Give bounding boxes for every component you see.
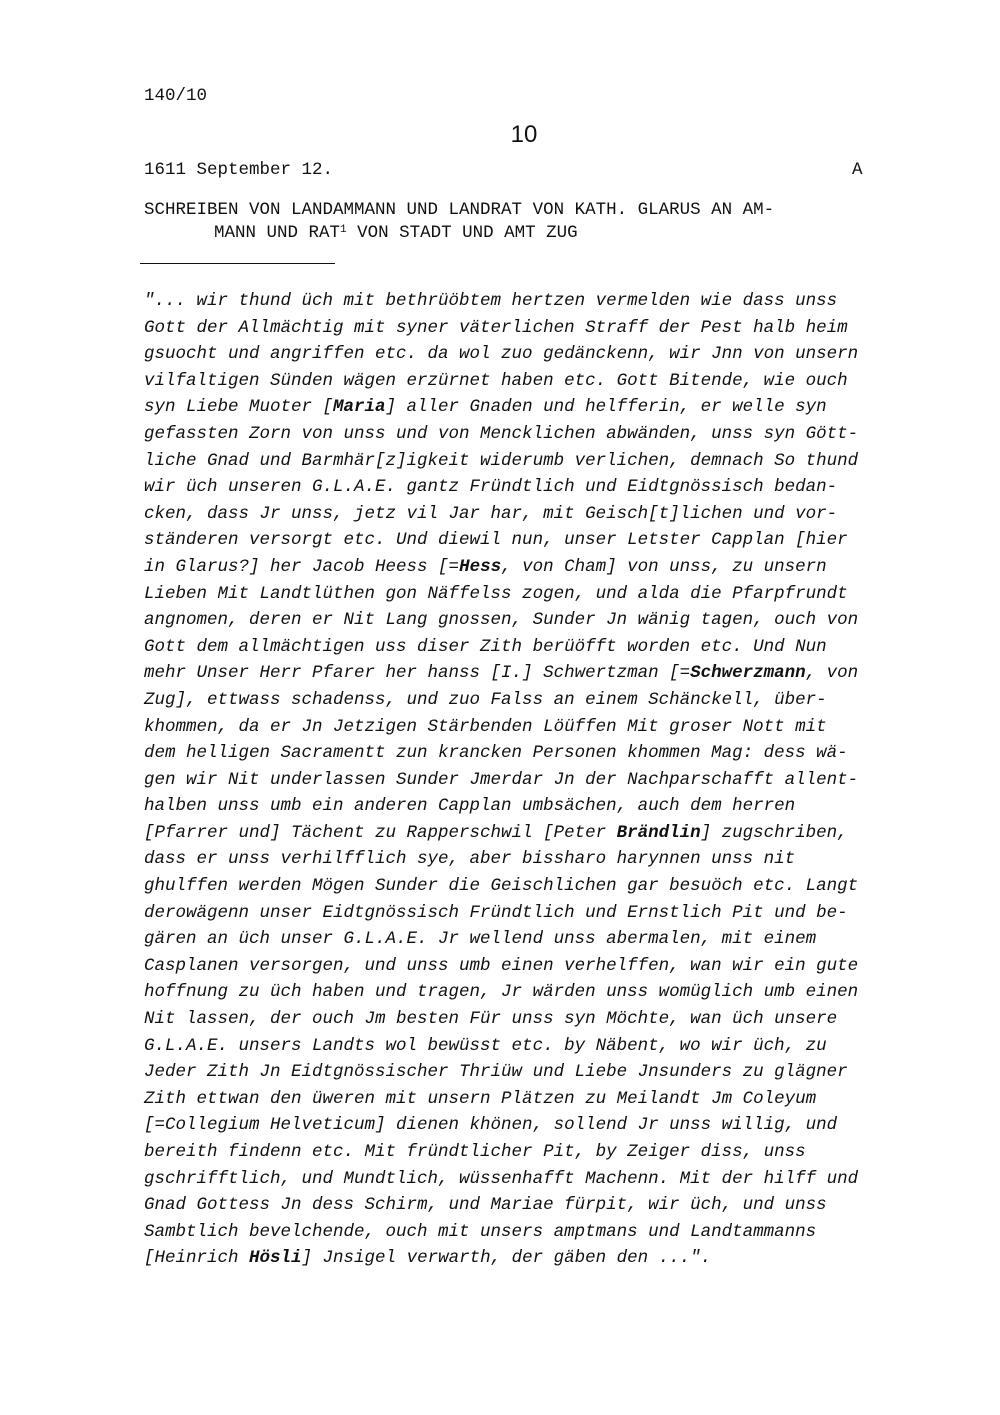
text-line: Gott dem allmächtigen uss diser Zith berüöfft worden etc. Und Nun [144, 636, 827, 657]
text-line: gsuocht und angriffen etc. da wol zuo gedänckenn, wir Jnn von unsern [144, 344, 859, 365]
text-segment: ] aller Gnaden und helfferin, er welle syn [385, 397, 827, 418]
text-line: cken, dass Jr unss, jetz vil Jar har, mit Geisch[t]lichen und vor- [144, 503, 838, 524]
text-line: G.L.A.E. unsers Landts wol bewüsst etc. by Näbent, wo wir üch, zu [144, 1035, 827, 1056]
text-line [144, 1245, 858, 1272]
title-line-1: SCHREIBEN VON LANDAMMANN UND LANDRAT VON KATH. GLARUS AN AM- [144, 200, 775, 220]
text-segment: , von Cham] von unss, zu unsern [501, 556, 827, 577]
text-line: gschrifftlich, und Mundtlich, wüssenhafft Machenn. Mit der hilff und [144, 1168, 859, 1189]
title-line-2-part-a: MANN UND RAT [214, 223, 341, 243]
document-title [144, 199, 774, 245]
document-date: 1611 September 12. [144, 160, 334, 180]
highlighted-name: Brändlin [616, 822, 701, 843]
text-line: vilfaltigen Sünden wägen erzürnet haben etc. Gott Bitende, wie ouch [144, 370, 848, 391]
text-line: Gott der Allmächtig mit syner väterlichen Straff der Pest halb heim [144, 317, 848, 338]
text-line: Gnad Gottess Jn dess Schirm, und Mariae fürpit, wir üch, und unss [144, 1195, 827, 1216]
text-line [144, 554, 858, 581]
title-divider [140, 263, 335, 264]
text-line: hoffnung zu üch haben und tragen, Jr wärden unss womüglich umb einen [144, 982, 859, 1003]
highlighted-name: Hösli [249, 1248, 302, 1269]
text-line: ständeren versorgt etc. Und diewil nun, unser Letster Capplan [hier [144, 530, 848, 551]
text-line: dass er unss verhilfflich sye, aber bissharo harynnen unss nit [144, 849, 796, 870]
text-line [144, 394, 858, 421]
text-line: Zug], ettwass schadenss, und zuo Falss an einem Schänckell, über- [144, 689, 827, 710]
text-segment: [Pfarrer und] Tächent zu Rapperschwil [Peter [144, 822, 617, 843]
text-line [144, 660, 858, 687]
text-line: Lieben Mit Landtlüthen gon Näffelss zogen, und alda die Pfarpfrundt [144, 583, 848, 604]
text-line: liche Gnad und Barmhär[z]igkeit widerumb verlichen, demnach So thund [144, 450, 859, 471]
text-line: gen wir Nit underlassen Sunder Jmerdar Jn der Nachparschafft allent- [144, 769, 859, 790]
text-segment: [Heinrich [144, 1248, 250, 1269]
text-line: halben unss umb ein anderen Capplan umbsächen, auch dem herren [144, 796, 796, 817]
title-line-2 [144, 222, 774, 245]
letter-code: A [852, 160, 863, 180]
letter-text [144, 288, 858, 1272]
archive-reference: 140/10 [144, 86, 208, 106]
text-segment: syn Liebe Muoter [ [144, 397, 334, 418]
text-line [144, 820, 858, 847]
text-segment: ] Jnsigel verwarth, der gäben den ...". [301, 1248, 712, 1269]
highlighted-name: Maria [333, 397, 386, 418]
document-number: 10 [510, 121, 538, 148]
text-line: Jeder Zith Jn Eidtgnössischer Thriüw und Liebe Jnsunders zu glägner [144, 1062, 848, 1083]
text-segment: in Glarus?] her Jacob Heess [= [144, 556, 460, 577]
text-segment: mehr Unser Herr Pfarer her hanss [I.] Schwertzman [= [144, 663, 691, 684]
text-line: wir üch unseren G.L.A.E. gantz Fründtlich und Eidtgnössisch bedan- [144, 477, 838, 498]
text-line: angnomen, deren er Nit Lang gnossen, Sunder Jn wänig tagen, ouch von [144, 610, 859, 631]
footnote-marker: 1 [340, 224, 347, 236]
text-line: bereith findenn etc. Mit fründtlicher Pit, by Zeiger diss, unss [144, 1142, 806, 1162]
text-line: Sambtlich bevelchende, ouch mit unsers amptmans und Landtammanns [144, 1221, 817, 1242]
text-segment: ] zugschriben, [700, 822, 848, 843]
text-line: Casplanen versorgen, und unss umb einen verhelffen, wan wir ein gute [144, 955, 859, 976]
text-line: gefassten Zorn von unss und von Mencklichen abwänden, unss syn Gött- [144, 423, 859, 444]
text-segment: , von [805, 663, 859, 684]
text-line: ghulffen werden Mögen Sunder die Geischlichen gar besuöch etc. Langt [144, 876, 859, 897]
text-line: derowägenn unser Eidtgnössisch Fründtlich und Ernstlich Pit und be- [144, 902, 848, 923]
text-line: [=Collegium Helveticum] dienen khönen, sollend Jr unss willig, und [144, 1115, 838, 1136]
text-line: Nit lassen, der ouch Jm besten Für unss syn Möchte, wan üch unsere [144, 1009, 838, 1030]
text-line: Zith ettwan den üweren mit unsern Plätzen zu Meilandt Jm Coleyum [144, 1088, 817, 1109]
text-line: gären an üch unser G.L.A.E. Jr wellend unss abermalen, mit einem [144, 929, 817, 950]
title-line-2-part-b: VON STADT UND AMT ZUG [346, 223, 578, 243]
text-line: dem helligen Sacramentt zun krancken Personen khommen Mag: dess wä- [144, 743, 848, 764]
text-line: khommen, da er Jn Jetzigen Stärbenden Löüffen Mit groser Nott mit [144, 716, 827, 737]
highlighted-name: Schwerzmann [690, 663, 806, 684]
text-line: "... wir thund üch mit bethrüöbtem hertzen vermelden wie dass unss [144, 291, 838, 311]
highlighted-name: Hess [459, 556, 502, 577]
